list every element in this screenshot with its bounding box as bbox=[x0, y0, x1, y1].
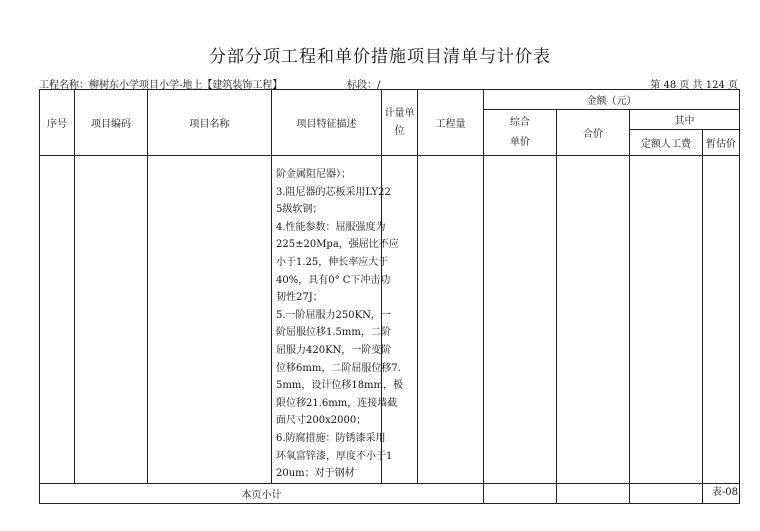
header-total: 合价 bbox=[557, 110, 630, 156]
desc-line: 40%，具有0° C下冲击功 bbox=[276, 274, 391, 286]
form-number: 表-08 bbox=[711, 487, 738, 498]
cell-name bbox=[148, 156, 272, 484]
header-unit bbox=[382, 90, 418, 156]
header-unit-line1: 计量单 bbox=[384, 107, 415, 119]
header-amount: 金额（元） bbox=[484, 90, 740, 110]
project-name: 工程名称：柳树东小学项目小学-地上【建筑装饰工程】 bbox=[39, 80, 283, 91]
header-code: 项目编码 bbox=[75, 90, 148, 156]
desc-line: 5.一阶屈服力250KN，一 bbox=[276, 309, 391, 321]
header-composite-price bbox=[484, 110, 557, 156]
desc-line: 面尺寸200x2000； bbox=[276, 415, 367, 427]
subtotal-label: 本页小计 bbox=[40, 483, 484, 503]
page-title: 分部分项工程和单价措施项目清单与计价表 bbox=[209, 47, 551, 67]
desc-line: 3.阻尼器的芯板采用LY22 bbox=[276, 186, 391, 198]
cell-total bbox=[557, 156, 630, 484]
desc-line: 阶金属阻尼器）； bbox=[276, 169, 351, 180]
section-label: 标段：/ bbox=[347, 80, 381, 91]
header-seq: 序号 bbox=[40, 90, 75, 156]
header-composite-line2: 单价 bbox=[510, 136, 530, 148]
bill-table bbox=[39, 89, 740, 504]
desc-line: 5mm，设计位移18mm，极 bbox=[276, 380, 404, 392]
desc-line: 6.防腐措施：防锈漆采用 bbox=[276, 432, 386, 444]
header-labor: 定额人工费 bbox=[630, 130, 703, 156]
header-unit-line2: 位 bbox=[394, 125, 405, 137]
desc-line: 4.性能参数：屈服强度为 bbox=[276, 221, 386, 233]
subtotal-total bbox=[557, 483, 630, 503]
desc-line: 位移6mm，二阶屈服位移7. bbox=[276, 362, 401, 374]
cell-desc bbox=[272, 156, 404, 484]
cell-estimate bbox=[703, 156, 740, 484]
subtotal-labor bbox=[630, 483, 703, 503]
header-among: 其中 bbox=[630, 110, 740, 130]
desc-line: 阶屈服位移1.5mm，二阶 bbox=[276, 327, 391, 339]
table-row bbox=[40, 156, 740, 484]
subtotal-composite bbox=[484, 483, 557, 503]
desc-line: 屈服力420KN，一阶变阶 bbox=[276, 344, 392, 356]
desc-line: 限位移21.6mm，连接墙截 bbox=[276, 397, 398, 409]
desc-line: 5级软钢； bbox=[276, 204, 323, 216]
page-indicator: 第 48 页 共 124 页 bbox=[650, 80, 738, 91]
cell-qty bbox=[418, 156, 484, 484]
header-estimate: 暂估价 bbox=[703, 130, 740, 156]
desc-line: 20um；对于钢材 bbox=[276, 468, 355, 480]
cell-seq bbox=[40, 156, 75, 484]
desc-line: 环氧富锌漆，厚度不小于1 bbox=[276, 450, 393, 462]
cell-code bbox=[75, 156, 148, 484]
cell-composite bbox=[484, 156, 557, 484]
header-qty: 工程量 bbox=[418, 90, 484, 156]
header-desc: 项目特征描述 bbox=[272, 90, 382, 156]
desc-line: 225±20Mpa，强屈比不应 bbox=[276, 239, 399, 251]
desc-line: 小于1.25，伸长率应大于 bbox=[276, 256, 389, 268]
desc-line: 韧性27J； bbox=[276, 292, 323, 304]
cell-labor bbox=[630, 156, 703, 484]
header-name: 项目名称 bbox=[148, 90, 272, 156]
subtotal-row bbox=[40, 483, 740, 503]
header-composite-line1: 综合 bbox=[510, 116, 530, 128]
